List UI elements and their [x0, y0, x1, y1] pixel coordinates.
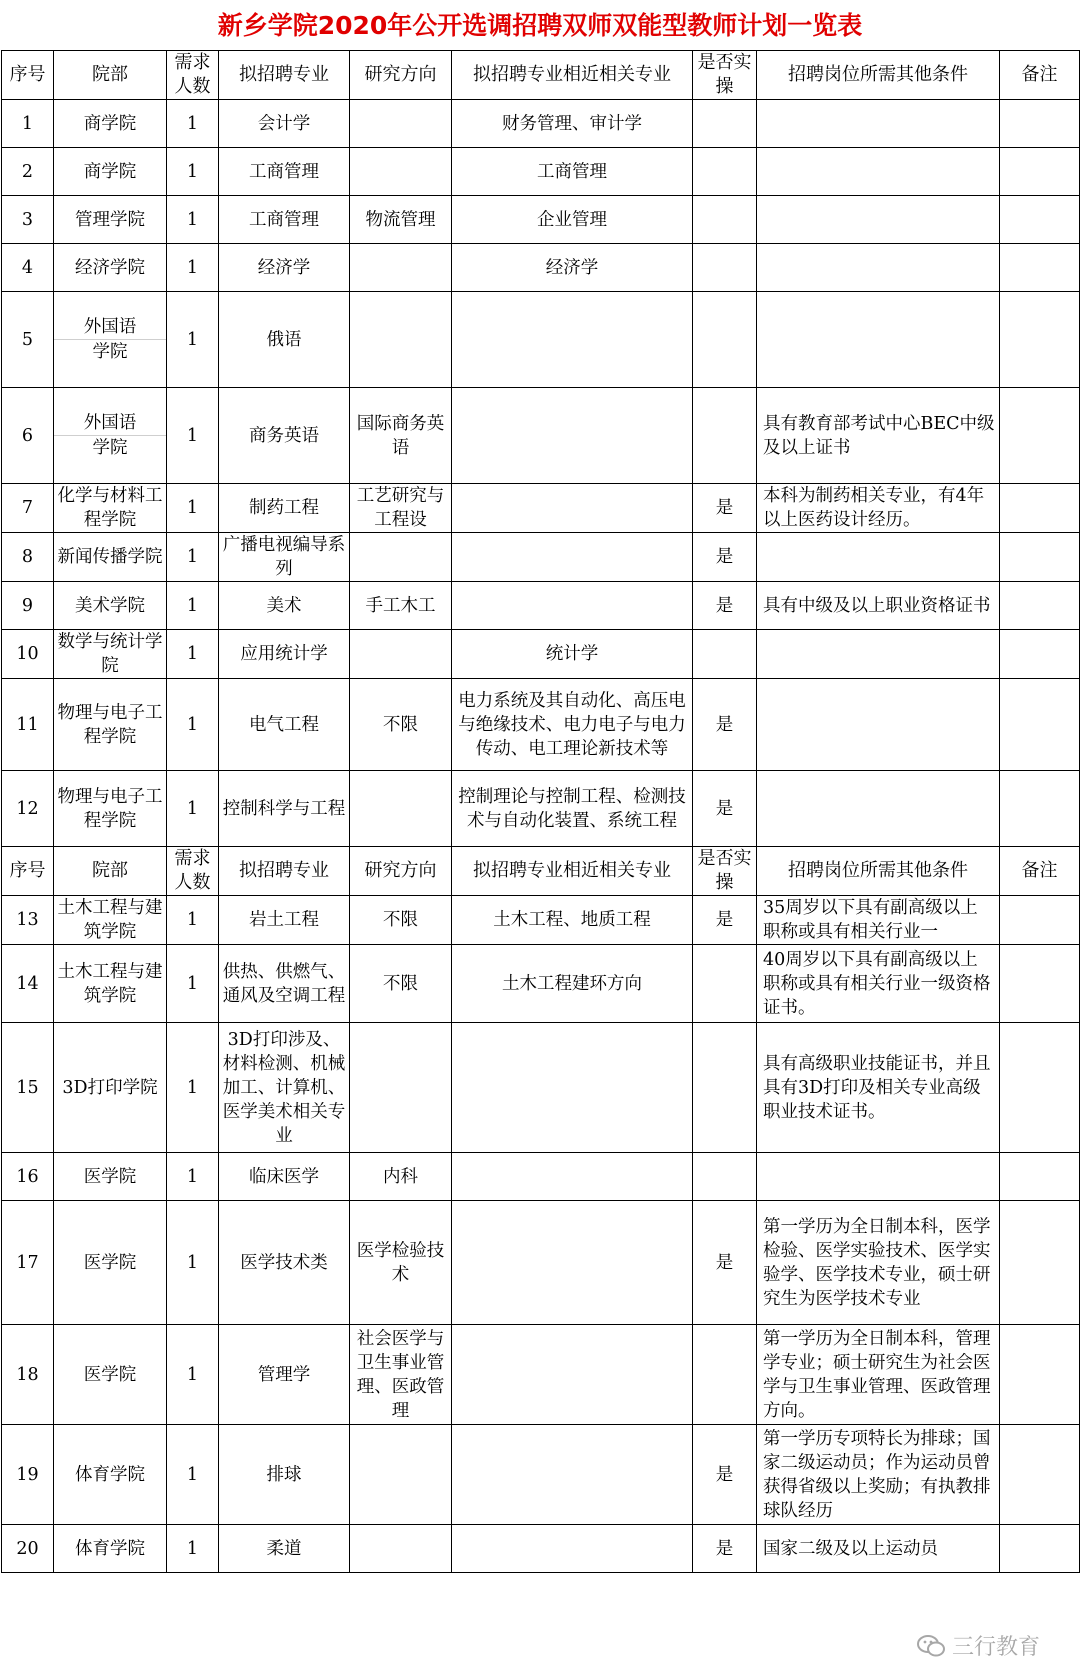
related-majors	[452, 388, 693, 484]
other-requirements: 第一学历专项特长为排球；国家二级运动员；作为运动员曾获得省级以上奖励；有执教排球队经历	[757, 1425, 1000, 1525]
table-row	[2, 896, 1080, 945]
column-header: 是否实操	[693, 51, 757, 100]
research-direction: 社会医学与卫生事业管理、医政管理	[350, 1325, 452, 1425]
major: 排球	[219, 1425, 350, 1525]
related-majors: 统计学	[452, 630, 693, 679]
related-majors	[452, 1525, 693, 1573]
row-number: 15	[2, 1023, 54, 1153]
practical-required	[693, 945, 757, 1023]
other-requirements	[757, 244, 1000, 292]
other-requirements	[757, 196, 1000, 244]
research-direction: 手工木工	[350, 582, 452, 630]
department: 医学院	[54, 1325, 167, 1425]
row-number: 2	[2, 148, 54, 196]
research-direction	[350, 292, 452, 388]
related-majors	[452, 292, 693, 388]
department	[54, 292, 167, 388]
related-majors: 土木工程、地质工程	[452, 896, 693, 945]
remarks	[1000, 771, 1080, 847]
remarks	[1000, 148, 1080, 196]
research-direction: 不限	[350, 679, 452, 771]
column-header: 是否实操	[693, 847, 757, 896]
headcount: 1	[167, 533, 219, 582]
watermark	[916, 1630, 1040, 1661]
table-row	[2, 945, 1080, 1023]
other-requirements	[757, 771, 1000, 847]
column-header: 序号	[2, 51, 54, 100]
related-majors: 电力系统及其自动化、高压电与绝缘技术、电力电子与电力传动、电工理论新技术等	[452, 679, 693, 771]
related-majors	[452, 1153, 693, 1201]
department-line-2: 学院	[92, 342, 128, 362]
related-majors	[452, 1325, 693, 1425]
remarks	[1000, 582, 1080, 630]
major: 俄语	[219, 292, 350, 388]
related-majors	[452, 1201, 693, 1325]
headcount: 1	[167, 630, 219, 679]
related-majors: 工商管理	[452, 148, 693, 196]
other-requirements	[757, 1153, 1000, 1201]
remarks	[1000, 945, 1080, 1023]
headcount: 1	[167, 196, 219, 244]
table-row	[2, 679, 1080, 771]
column-header: 需求人数	[167, 51, 219, 100]
row-number: 6	[2, 388, 54, 484]
remarks	[1000, 679, 1080, 771]
department: 3D打印学院	[54, 1023, 167, 1153]
related-majors: 财务管理、审计学	[452, 100, 693, 148]
row-number: 14	[2, 945, 54, 1023]
department: 物理与电子工程学院	[54, 679, 167, 771]
other-requirements: 第一学历为全日制本科，医学检验、医学实验技术、医学实验学、医学技术专业，硕士研究生为医学技术专业	[757, 1201, 1000, 1325]
practical-required: 是	[693, 484, 757, 533]
headcount: 1	[167, 1325, 219, 1425]
column-header: 院部	[54, 847, 167, 896]
remarks	[1000, 484, 1080, 533]
department: 土木工程与建筑学院	[54, 896, 167, 945]
table-row	[2, 196, 1080, 244]
remarks	[1000, 896, 1080, 945]
department: 化学与材料工程学院	[54, 484, 167, 533]
major: 3D打印涉及、材料检测、机械加工、计算机、医学美术相关专业	[219, 1023, 350, 1153]
headcount: 1	[167, 896, 219, 945]
row-number: 19	[2, 1425, 54, 1525]
table-row	[2, 771, 1080, 847]
research-direction: 医学检验技术	[350, 1201, 452, 1325]
headcount: 1	[167, 1023, 219, 1153]
remarks	[1000, 100, 1080, 148]
practical-required: 是	[693, 582, 757, 630]
headcount: 1	[167, 244, 219, 292]
row-number: 18	[2, 1325, 54, 1425]
headcount: 1	[167, 679, 219, 771]
remarks	[1000, 1525, 1080, 1573]
practical-required	[693, 244, 757, 292]
table-row	[2, 1525, 1080, 1573]
headcount: 1	[167, 945, 219, 1023]
headcount: 1	[167, 100, 219, 148]
other-requirements: 40周岁以下具有副高级以上职称或具有相关行业一级资格证书。	[757, 945, 1000, 1023]
remarks	[1000, 1153, 1080, 1201]
research-direction: 不限	[350, 896, 452, 945]
headcount: 1	[167, 1201, 219, 1325]
table-row	[2, 100, 1080, 148]
major: 控制科学与工程	[219, 771, 350, 847]
column-header: 院部	[54, 51, 167, 100]
department-line-1: 外国语	[54, 315, 166, 340]
research-direction	[350, 100, 452, 148]
research-direction	[350, 244, 452, 292]
table-row	[2, 582, 1080, 630]
other-requirements: 具有高级职业技能证书，并且具有3D打印及相关专业高级职业技术证书。	[757, 1023, 1000, 1153]
table-row	[2, 1153, 1080, 1201]
major: 制药工程	[219, 484, 350, 533]
other-requirements	[757, 292, 1000, 388]
practical-required	[693, 196, 757, 244]
headcount: 1	[167, 1153, 219, 1201]
page-title: 新乡学院2020年公开选调招聘双师双能型教师计划一览表	[217, 11, 863, 40]
research-direction: 不限	[350, 945, 452, 1023]
department-line-1: 外国语	[54, 411, 166, 436]
practical-required: 是	[693, 771, 757, 847]
column-header: 研究方向	[350, 51, 452, 100]
research-direction: 工艺研究与工程设	[350, 484, 452, 533]
practical-required	[693, 100, 757, 148]
headcount: 1	[167, 484, 219, 533]
research-direction	[350, 533, 452, 582]
practical-required: 是	[693, 679, 757, 771]
department	[54, 388, 167, 484]
department: 经济学院	[54, 244, 167, 292]
remarks	[1000, 388, 1080, 484]
department: 体育学院	[54, 1425, 167, 1525]
major: 供热、供燃气、通风及空调工程	[219, 945, 350, 1023]
major: 美术	[219, 582, 350, 630]
practical-required	[693, 1153, 757, 1201]
row-number: 11	[2, 679, 54, 771]
practical-required: 是	[693, 1201, 757, 1325]
column-header: 拟招聘专业	[219, 51, 350, 100]
remarks	[1000, 630, 1080, 679]
table-row	[2, 1425, 1080, 1525]
research-direction: 物流管理	[350, 196, 452, 244]
remarks	[1000, 1023, 1080, 1153]
major: 商务英语	[219, 388, 350, 484]
related-majors	[452, 1425, 693, 1525]
other-requirements	[757, 630, 1000, 679]
research-direction	[350, 771, 452, 847]
practical-required: 是	[693, 1425, 757, 1525]
column-header: 拟招聘专业	[219, 847, 350, 896]
other-requirements	[757, 100, 1000, 148]
row-number: 16	[2, 1153, 54, 1201]
table-header-row	[2, 51, 1080, 100]
other-requirements: 具有教育部考试中心BEC中级及以上证书	[757, 388, 1000, 484]
row-number: 3	[2, 196, 54, 244]
practical-required	[693, 292, 757, 388]
related-majors: 经济学	[452, 244, 693, 292]
department: 医学院	[54, 1201, 167, 1325]
remarks	[1000, 1201, 1080, 1325]
other-requirements	[757, 148, 1000, 196]
major: 工商管理	[219, 196, 350, 244]
practical-required	[693, 388, 757, 484]
headcount: 1	[167, 582, 219, 630]
other-requirements: 35周岁以下具有副高级以上职称或具有相关行业一	[757, 896, 1000, 945]
department: 体育学院	[54, 1525, 167, 1573]
column-header: 需求人数	[167, 847, 219, 896]
practical-required	[693, 630, 757, 679]
major: 电气工程	[219, 679, 350, 771]
practical-required	[693, 1325, 757, 1425]
headcount: 1	[167, 292, 219, 388]
table-row	[2, 1023, 1080, 1153]
table-row	[2, 630, 1080, 679]
major: 应用统计学	[219, 630, 350, 679]
major: 柔道	[219, 1525, 350, 1573]
table-row	[2, 292, 1080, 388]
related-majors	[452, 582, 693, 630]
department: 商学院	[54, 148, 167, 196]
research-direction	[350, 1525, 452, 1573]
other-requirements: 国家二级及以上运动员	[757, 1525, 1000, 1573]
remarks	[1000, 533, 1080, 582]
major: 临床医学	[219, 1153, 350, 1201]
row-number: 9	[2, 582, 54, 630]
remarks	[1000, 292, 1080, 388]
column-header: 招聘岗位所需其他条件	[757, 51, 1000, 100]
practical-required: 是	[693, 896, 757, 945]
related-majors	[452, 484, 693, 533]
research-direction	[350, 1425, 452, 1525]
table-row	[2, 484, 1080, 533]
related-majors	[452, 1023, 693, 1153]
major: 岩土工程	[219, 896, 350, 945]
column-header: 备注	[1000, 847, 1080, 896]
remarks	[1000, 196, 1080, 244]
department: 医学院	[54, 1153, 167, 1201]
table-header-row	[2, 847, 1080, 896]
practical-required: 是	[693, 1525, 757, 1573]
major: 广播电视编导系列	[219, 533, 350, 582]
related-majors: 控制理论与控制工程、检测技术与自动化装置、系统工程	[452, 771, 693, 847]
other-requirements: 第一学历为全日制本科，管理学专业；硕士研究生为社会医学与卫生事业管理、医政管理方向。	[757, 1325, 1000, 1425]
row-number: 17	[2, 1201, 54, 1325]
related-majors	[452, 533, 693, 582]
other-requirements: 本科为制药相关专业，有4年以上医药设计经历。	[757, 484, 1000, 533]
row-number: 10	[2, 630, 54, 679]
research-direction: 内科	[350, 1153, 452, 1201]
table-row	[2, 533, 1080, 582]
row-number: 20	[2, 1525, 54, 1573]
headcount: 1	[167, 1525, 219, 1573]
practical-required	[693, 148, 757, 196]
row-number: 12	[2, 771, 54, 847]
table-row	[2, 388, 1080, 484]
major: 经济学	[219, 244, 350, 292]
row-number: 1	[2, 100, 54, 148]
other-requirements: 具有中级及以上职业资格证书	[757, 582, 1000, 630]
practical-required	[693, 1023, 757, 1153]
major: 会计学	[219, 100, 350, 148]
remarks	[1000, 244, 1080, 292]
wechat-icon	[916, 1634, 946, 1658]
headcount: 1	[167, 388, 219, 484]
row-number: 8	[2, 533, 54, 582]
table-row	[2, 1201, 1080, 1325]
department-line-2: 学院	[92, 438, 128, 458]
department: 商学院	[54, 100, 167, 148]
department: 数学与统计学院	[54, 630, 167, 679]
related-majors: 土木工程建环方向	[452, 945, 693, 1023]
department: 美术学院	[54, 582, 167, 630]
remarks	[1000, 1325, 1080, 1425]
watermark-text: 三行教育	[951, 1635, 1040, 1660]
other-requirements	[757, 679, 1000, 771]
row-number: 7	[2, 484, 54, 533]
column-header: 拟招聘专业相近相关专业	[452, 847, 693, 896]
department: 新闻传播学院	[54, 533, 167, 582]
other-requirements	[757, 533, 1000, 582]
research-direction	[350, 1023, 452, 1153]
column-header: 招聘岗位所需其他条件	[757, 847, 1000, 896]
column-header: 序号	[2, 847, 54, 896]
column-header: 备注	[1000, 51, 1080, 100]
column-header: 拟招聘专业相近相关专业	[452, 51, 693, 100]
major: 医学技术类	[219, 1201, 350, 1325]
row-number: 13	[2, 896, 54, 945]
major: 工商管理	[219, 148, 350, 196]
column-header: 研究方向	[350, 847, 452, 896]
research-direction: 国际商务英语	[350, 388, 452, 484]
department: 管理学院	[54, 196, 167, 244]
headcount: 1	[167, 1425, 219, 1525]
table-row	[2, 148, 1080, 196]
department: 物理与电子工程学院	[54, 771, 167, 847]
row-number: 5	[2, 292, 54, 388]
headcount: 1	[167, 148, 219, 196]
major: 管理学	[219, 1325, 350, 1425]
department: 土木工程与建筑学院	[54, 945, 167, 1023]
row-number: 4	[2, 244, 54, 292]
recruitment-table	[1, 50, 1080, 1573]
headcount: 1	[167, 771, 219, 847]
remarks	[1000, 1425, 1080, 1525]
table-row	[2, 1325, 1080, 1425]
research-direction	[350, 630, 452, 679]
practical-required: 是	[693, 533, 757, 582]
table-row	[2, 244, 1080, 292]
research-direction	[350, 148, 452, 196]
related-majors: 企业管理	[452, 196, 693, 244]
